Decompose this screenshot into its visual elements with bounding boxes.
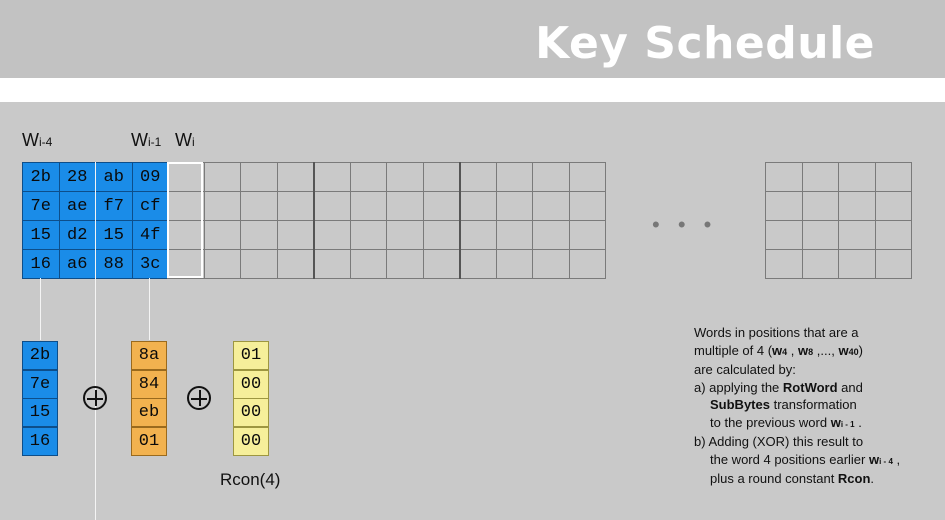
current-word-column [167,162,203,278]
page-title: Key Schedule [535,18,875,69]
empty-grid-cell [765,249,803,279]
empty-grid-cell [569,249,607,279]
empty-grid-cell [532,220,570,250]
empty-grid-cell [386,191,424,221]
group-separator [459,162,461,279]
word-w-i4-cell: 15 [22,398,58,427]
state-cell: 3c [132,249,170,279]
empty-grid-cell [277,191,315,221]
empty-grid-cell [423,162,461,192]
empty-grid-cell [838,162,876,192]
empty-grid-cell [277,162,315,192]
empty-grid-cell [569,162,607,192]
state-cell: 28 [59,162,97,192]
empty-grid-cell [875,191,913,221]
xor-icon [83,386,107,410]
empty-grid-cell [532,249,570,279]
state-cell: ae [59,191,97,221]
empty-grid-cell [313,191,351,221]
subbytes-cell: 84 [131,370,167,399]
state-cell: 7e [22,191,60,221]
empty-grid-cell [423,220,461,250]
empty-grid-cell [204,249,242,279]
word-w-i4-cell: 2b [22,341,58,370]
rcon-label: Rcon(4) [220,470,281,489]
state-cell: 09 [132,162,170,192]
empty-grid-cell [838,191,876,221]
empty-grid-cell [569,220,607,250]
subbytes-cell: 01 [131,427,167,456]
empty-grid-cell [532,191,570,221]
word-w-i4-cell: 7e [22,370,58,399]
label-w-i: Wi [175,130,195,150]
empty-grid-cell [532,162,570,192]
label-w-i-minus-4: Wi-4 [22,130,53,150]
rcon-cell: 00 [233,370,269,399]
state-cell: a6 [59,249,97,279]
title-bar [0,0,945,78]
xor-icon [187,386,211,410]
empty-grid-cell [240,191,278,221]
empty-grid-cell [459,249,497,279]
state-cell: d2 [59,220,97,250]
empty-grid-cell [423,191,461,221]
empty-grid-cell [838,249,876,279]
empty-grid-cell [459,220,497,250]
empty-grid-cell [496,191,534,221]
empty-grid-cell [204,191,242,221]
empty-grid-cell [802,249,840,279]
empty-grid-cell [459,191,497,221]
empty-grid-cell [765,191,803,221]
empty-grid-cell [386,162,424,192]
empty-grid-cell [875,220,913,250]
state-cell: 16 [22,249,60,279]
empty-grid-cell [240,220,278,250]
empty-grid-cell [386,220,424,250]
state-cell: 2b [22,162,60,192]
empty-grid-cell [569,191,607,221]
rcon-cell: 01 [233,341,269,370]
rcon-cell: 00 [233,398,269,427]
subbytes-cell: 8a [131,341,167,370]
connector-line-w-i1 [149,278,150,340]
state-cell: ab [95,162,133,192]
empty-grid-cell [496,220,534,250]
divider-band [0,78,945,102]
empty-grid-cell [313,220,351,250]
empty-grid-cell [802,220,840,250]
empty-grid-cell [875,162,913,192]
ellipsis: • • • [652,212,718,237]
empty-grid-cell [277,220,315,250]
empty-grid-cell [350,220,388,250]
empty-grid-cell [386,249,424,279]
empty-grid-cell [496,162,534,192]
empty-grid-cell [313,162,351,192]
empty-grid-cell [802,162,840,192]
empty-grid-cell [765,162,803,192]
empty-grid-cell [875,249,913,279]
empty-grid-cell [350,162,388,192]
subbytes-cell: eb [131,398,167,427]
state-cell: 88 [95,249,133,279]
empty-grid-cell [313,249,351,279]
connector-line-main [95,162,96,520]
state-cell: 4f [132,220,170,250]
empty-grid-cell [240,162,278,192]
empty-grid-cell [350,249,388,279]
state-cell: cf [132,191,170,221]
empty-grid-cell [350,191,388,221]
empty-grid-cell [496,249,534,279]
state-cell: 15 [22,220,60,250]
empty-grid-cell [765,220,803,250]
state-cell: f7 [95,191,133,221]
empty-grid-cell [204,220,242,250]
empty-grid-cell [204,162,242,192]
empty-grid-cell [802,191,840,221]
explanation-text: Words in positions that are a multiple of 4 (w4 , w8 ,..., w40) are calculated by: a) applying the RotWord and SubBytes transformation to the previous word wi - 1 . b) Adding (XOR) this result to the word 4 positions earlier wi - 4 , plus a round constant Rcon. [694,325,901,486]
word-w-i4-cell: 16 [22,427,58,456]
empty-grid-cell [838,220,876,250]
empty-grid-cell [459,162,497,192]
group-separator [313,162,315,279]
empty-grid-cell [423,249,461,279]
empty-grid-cell [277,249,315,279]
rcon-cell: 00 [233,427,269,456]
empty-grid-cell [240,249,278,279]
label-w-i-minus-1: Wi-1 [131,130,162,150]
connector-line-w-i4 [40,278,41,340]
state-cell: 15 [95,220,133,250]
